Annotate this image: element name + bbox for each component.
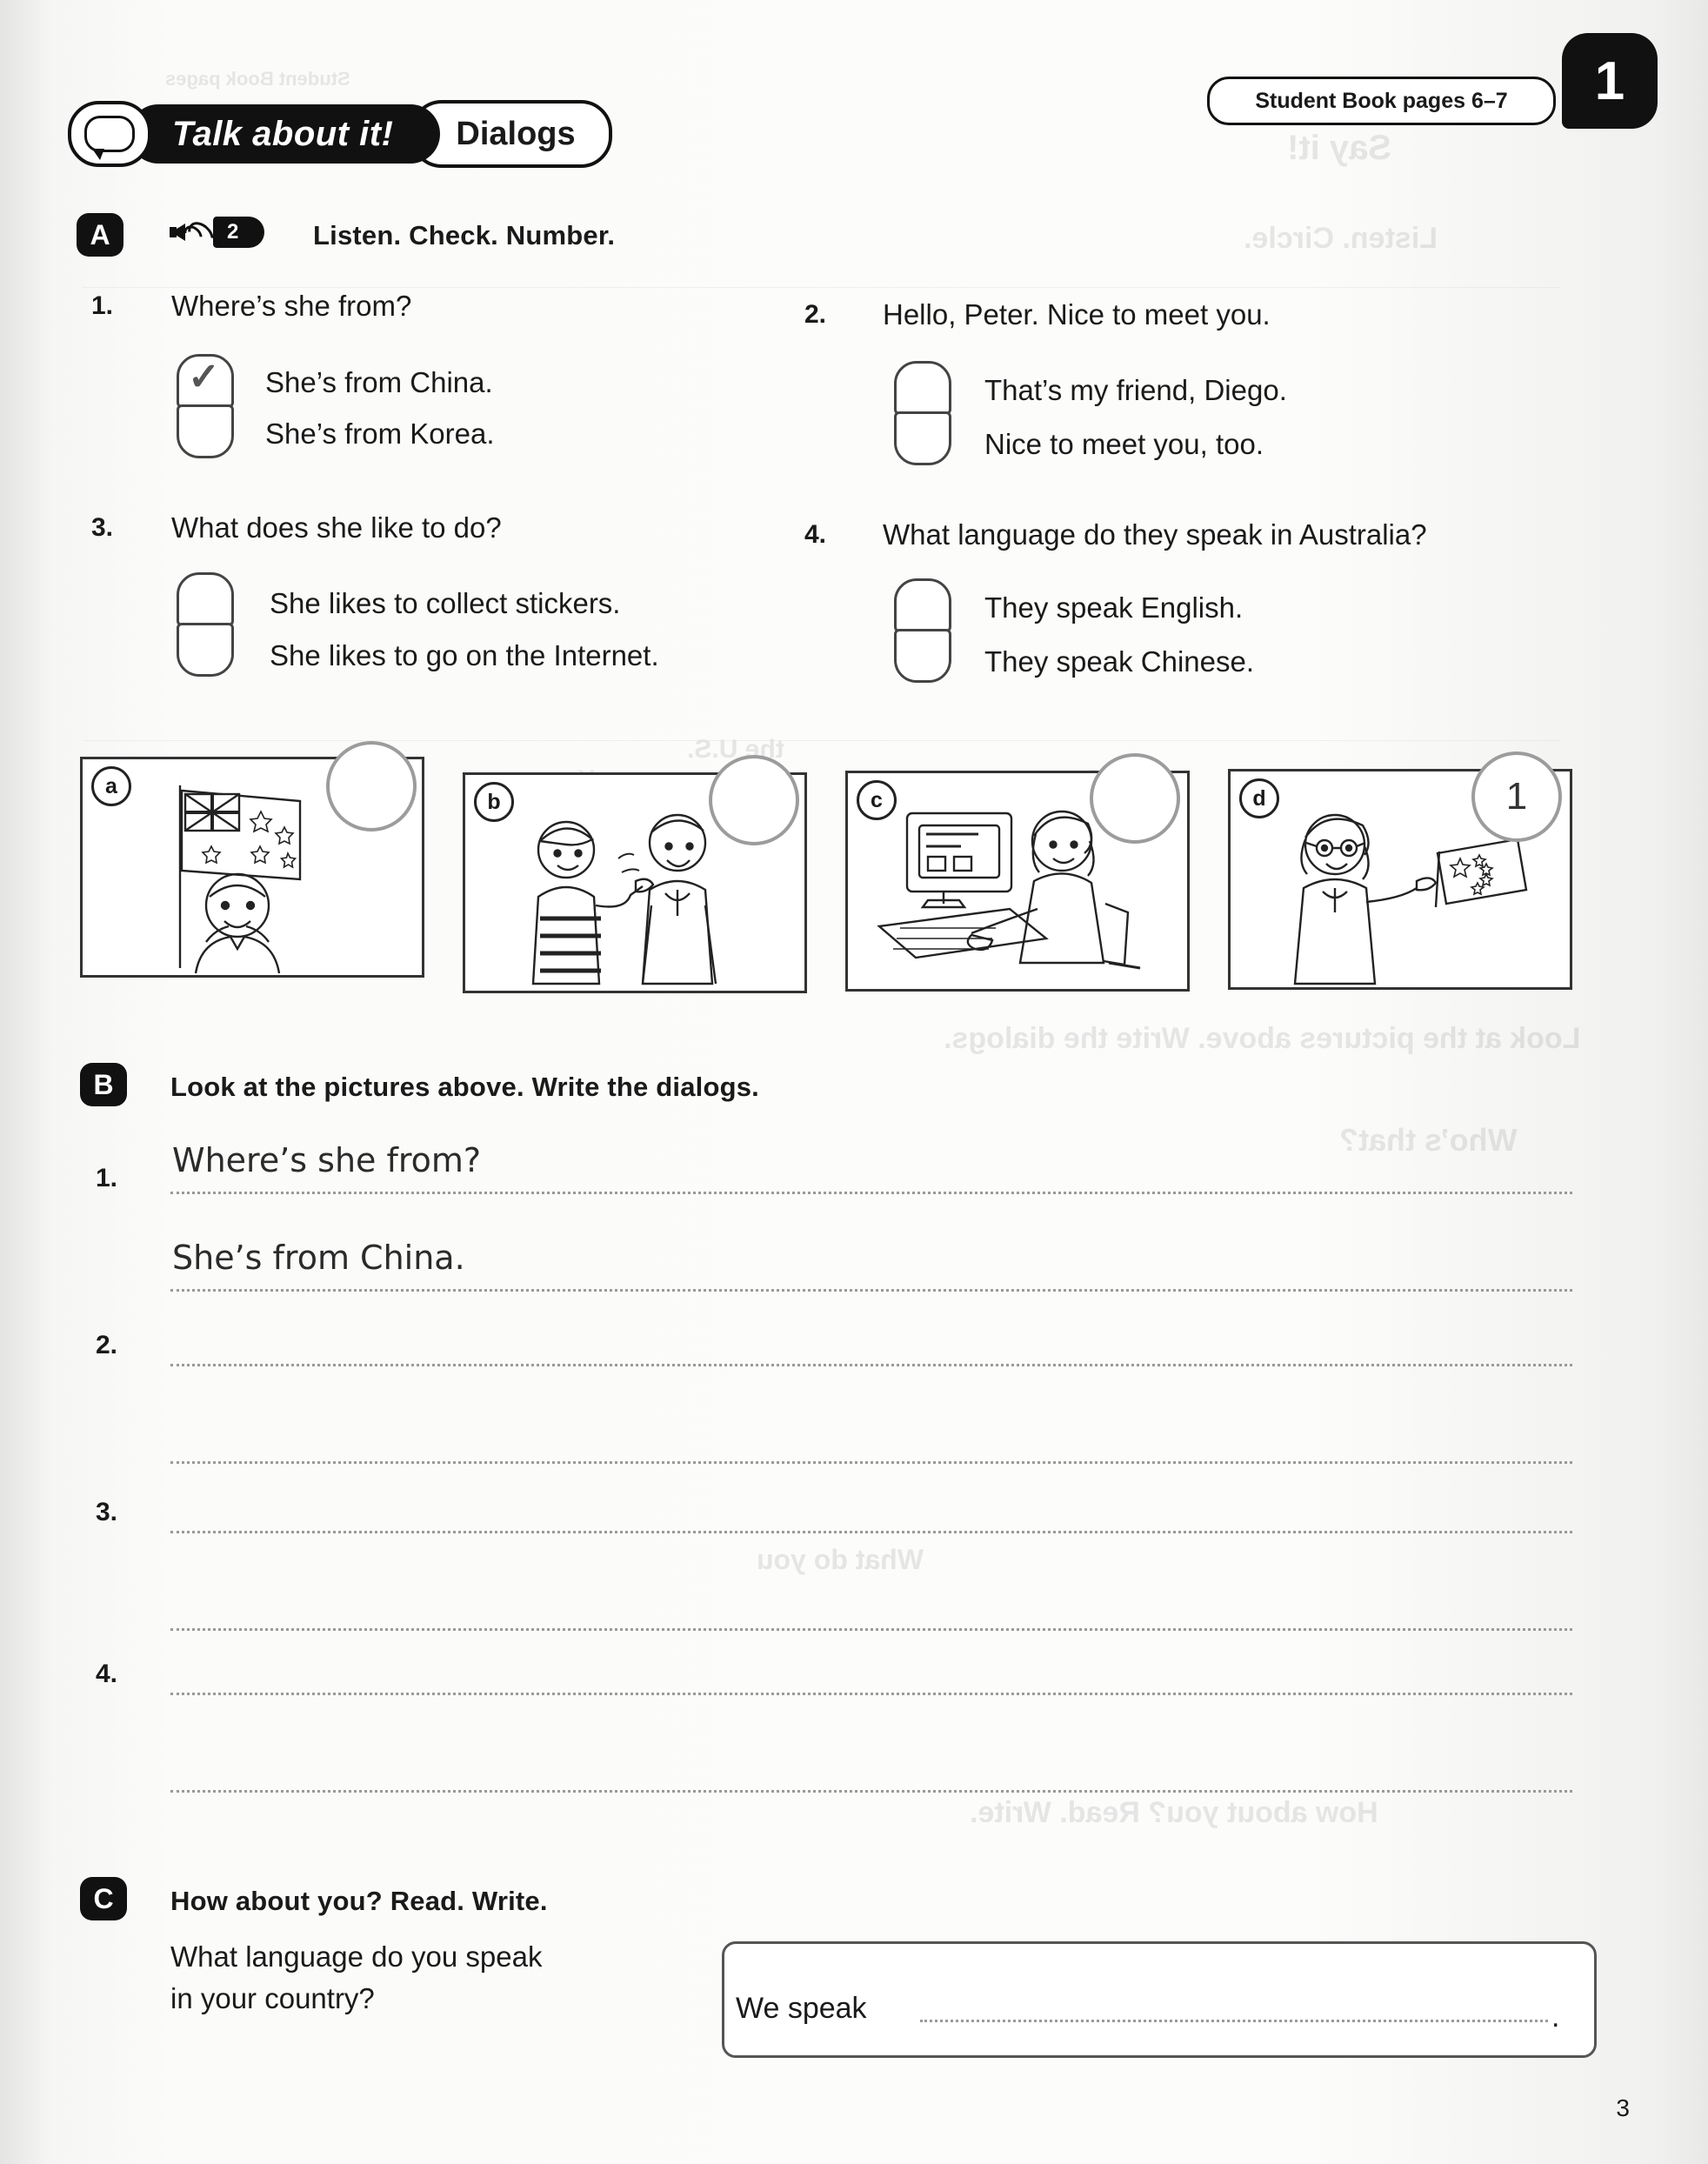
written-answer: Where’s she from? — [172, 1141, 482, 1179]
item-question: Where’s she from? — [171, 290, 412, 322]
checkbox-option[interactable] — [894, 361, 951, 415]
item-number: 2. — [96, 1331, 118, 1359]
option-label: She’s from Korea. — [265, 417, 495, 450]
item-number: 3. — [91, 513, 114, 542]
speaker-icon — [170, 216, 208, 249]
checkbox-option[interactable] — [177, 623, 234, 677]
checkbox-option[interactable] — [177, 404, 234, 458]
option-label: She likes to go on the Internet. — [270, 639, 659, 671]
picture-label: b — [474, 782, 514, 822]
item-number: 4. — [96, 1660, 118, 1688]
answer-circle[interactable] — [326, 741, 417, 832]
write-line[interactable] — [170, 1628, 1572, 1631]
section-letter-c: C — [80, 1877, 127, 1920]
answer-period: . — [1551, 2000, 1560, 2034]
item-question: Hello, Peter. Nice to meet you. — [883, 298, 1271, 331]
write-line[interactable] — [170, 1693, 1572, 1695]
written-answer: She’s from China. — [172, 1239, 465, 1277]
section-letter-a: A — [77, 213, 123, 257]
section-b-title: Look at the pictures above. Write the dialogs. — [170, 1072, 759, 1102]
option-label: They speak English. — [984, 591, 1244, 624]
section-a-title: Listen. Check. Number. — [313, 220, 616, 250]
answer-write-line[interactable] — [920, 2020, 1548, 2022]
write-line[interactable] — [170, 1531, 1572, 1533]
answer-circle[interactable]: 1 — [1471, 751, 1562, 842]
picture-label: a — [91, 766, 131, 806]
item-number: 3. — [96, 1498, 118, 1526]
check-mark-icon: ✓ — [188, 356, 220, 398]
option-label: Nice to meet you, too. — [984, 428, 1264, 460]
section-c-title: How about you? Read. Write. — [170, 1886, 548, 1916]
checkbox-option[interactable] — [894, 629, 951, 683]
item-number: 4. — [804, 520, 827, 549]
checkbox-option[interactable] — [894, 578, 951, 632]
talk-about-it-banner — [68, 103, 612, 165]
write-line[interactable] — [170, 1192, 1572, 1194]
item-number: 1. — [91, 291, 114, 320]
option-label: She’s from China. — [265, 366, 493, 398]
item-question: What does she like to do? — [171, 511, 502, 544]
speech-bubble-icon — [68, 101, 151, 167]
option-label: She likes to collect stickers. — [270, 587, 621, 619]
talk-about-it-label: Talk about it! — [129, 104, 440, 164]
write-line[interactable] — [170, 1461, 1572, 1464]
item-question: What language do they speak in Australia? — [883, 518, 1427, 551]
dialogs-label: Dialogs — [410, 100, 611, 168]
write-line[interactable] — [170, 1790, 1572, 1793]
answer-circle[interactable] — [709, 755, 799, 845]
item-number: 2. — [804, 300, 827, 329]
checkbox-option[interactable] — [894, 411, 951, 465]
write-line[interactable] — [170, 1289, 1572, 1292]
student-book-pages: Student Book pages 6–7 — [1207, 77, 1556, 125]
picture-label: c — [857, 780, 897, 820]
section-c-question-line1: What language do you speak — [170, 1940, 543, 1973]
write-line[interactable] — [170, 1364, 1572, 1366]
audio-track-marker[interactable] — [170, 216, 264, 249]
option-label: They speak Chinese. — [984, 645, 1255, 678]
checkbox-option[interactable] — [177, 354, 234, 408]
section-c-question-line2: in your country? — [170, 1982, 375, 2014]
option-label: That’s my friend, Diego. — [984, 374, 1287, 406]
page-number: 3 — [1616, 2094, 1630, 2121]
checkbox-option[interactable] — [177, 572, 234, 626]
unit-number-badge: 1 — [1562, 33, 1658, 129]
item-number: 1. — [96, 1164, 118, 1192]
track-number: 2 — [213, 217, 264, 248]
picture-label: d — [1239, 778, 1279, 818]
section-letter-b: B — [80, 1063, 127, 1106]
answer-prefix: We speak — [736, 1992, 867, 2025]
answer-circle[interactable] — [1090, 753, 1180, 844]
